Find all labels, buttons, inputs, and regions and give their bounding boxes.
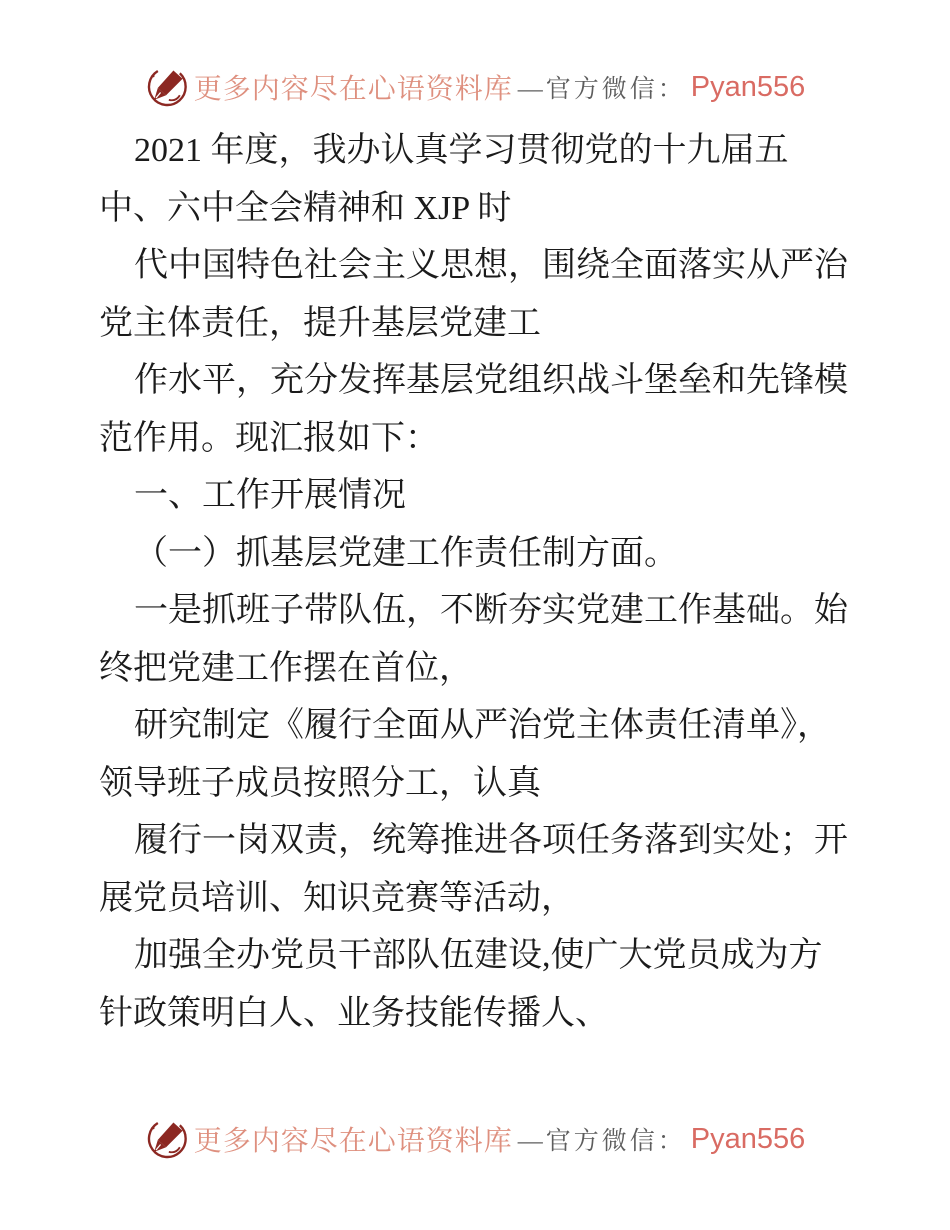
watermark-brand-text: 更多内容尽在心语资料库 xyxy=(193,1126,513,1157)
watermark-wechat-id: Pyan556 xyxy=(690,70,806,103)
text-line: 一、工作开展情况 xyxy=(134,477,406,514)
text-line: 范作用。现汇报如下： xyxy=(99,419,439,457)
text-line: 领导班子成员按照分工，认真 xyxy=(99,764,541,802)
watermark-wechat-id: Pyan556 xyxy=(690,1122,806,1155)
text-line: 展党员培训、知识竞赛等活动， xyxy=(99,879,575,917)
text-line: 中、六中全会精神和 XJP 时 xyxy=(99,189,512,227)
text-line: 作水平，充分发挥基层党组织战斗堡垒和先锋模 xyxy=(134,362,848,399)
text-line: 针政策明白人、业务技能传播人、 xyxy=(99,994,609,1032)
watermark-brand-text: 更多内容尽在心语资料库 xyxy=(193,74,513,105)
text-line: 终把党建工作摆在首位， xyxy=(99,649,473,687)
header-watermark xyxy=(0,64,950,110)
text-line: （一）抓基层党建工作责任制方面。 xyxy=(134,534,678,572)
watermark-wechat-label: —官方微信： xyxy=(517,1128,686,1155)
document-text xyxy=(99,122,859,1042)
text-line: 履行一岗双责，统筹推进各项任务落到实处；开 xyxy=(134,822,848,859)
pen-circle-logo-icon xyxy=(145,64,189,110)
text-line: 研究制定《履行全面从严治党主体责任清单》， xyxy=(134,707,831,744)
watermark-wechat-label: —官方微信： xyxy=(517,76,686,103)
text-line: 2021 年度，我办认真学习贯彻党的十九届五 xyxy=(134,132,789,169)
text-line: 一是抓班子带队伍，不断夯实党建工作基础。始 xyxy=(134,592,848,629)
text-line: 加强全办党员干部队伍建设,使广大党员成为方 xyxy=(134,937,823,974)
text-line: 党主体责任，提升基层党建工 xyxy=(99,304,541,342)
text-line: 代中国特色社会主义思想，围绕全面落实从严治 xyxy=(134,247,848,284)
footer-watermark xyxy=(0,1116,950,1162)
pen-circle-logo-icon xyxy=(145,1116,189,1162)
